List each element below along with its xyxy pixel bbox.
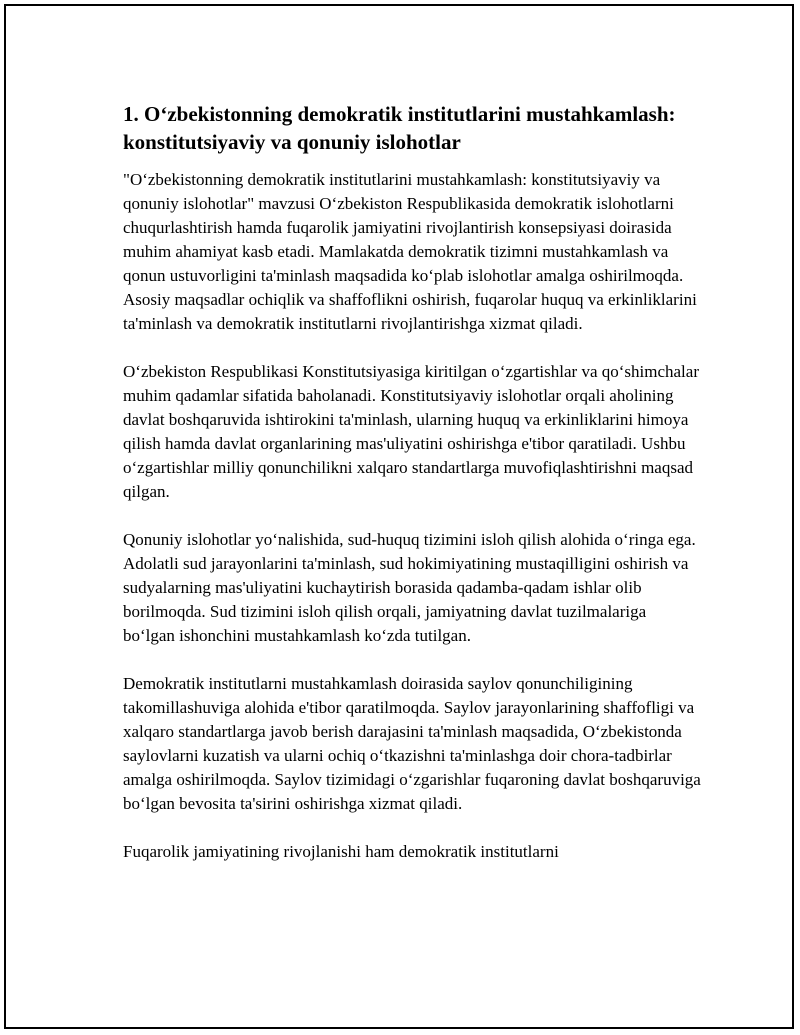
paragraph-5: Fuqarolik jamiyatining rivojlanishi ham demokratik institutlarni	[123, 842, 559, 861]
document-body	[123, 100, 701, 888]
paragraph-4: Demokratik institutlarni mustahkamlash doirasida saylov qonunchiligining takomillashuviga alohida e'tibor qaratilmoqda. Saylov jarayonlarining shaffofligi va xalqaro standartlarga javob berish darajasini ta'minlash maqsadida, O‘zbekistonda saylovlarni kuzatish va ularni ochiq o‘tkazishni ta'minlashga doir chora-tadbirlar amalga oshirilmoqda. Saylov tizimidagi o‘zgarishlar fuqaroning davlat boshqaruviga bo‘lgan bevosita ta'sirini oshirishga xizmat qiladi.	[123, 674, 701, 813]
paragraph-1: "O‘zbekistonning demokratik institutlarini mustahkamlash: konstitutsiyaviy va qonuniy islohotlar" mavzusi O‘zbekiston Respublikasida demokratik islohotlarni chuqurlashtirish hamda fuqarolik jamiyatini rivojlantirish konsepsiyasi doirasida muhim ahamiyat kasb etadi. Mamlakatda demokratik tizimni mustahkamlash va qonun ustuvorligini ta'minlash maqsadida ko‘plab islohotlar amalga oshirilmoqda. Asosiy maqsadlar ochiqlik va shaffoflikni oshirish, fuqarolar huquq va erkinliklarini ta'minlash va demokratik institutlarni rivojlantirishga xizmat qiladi.	[123, 170, 697, 333]
paragraph-2: O‘zbekiston Respublikasi Konstitutsiyasiga kiritilgan o‘zgartishlar va qo‘shimchalar muhim qadamlar sifatida baholanadi. Konstitutsiyaviy islohotlar orqali aholining davlat boshqaruvida ishtirokini ta'minlash, ularning huquq va erkinliklarini himoya qilish hamda davlat organlarining mas'uliyatini oshirishga e'tibor qaratiladi. Ushbu o‘zgartishlar milliy qonunchilikni xalqaro standartlarga muvofiqlashtirishni maqsad qilgan.	[123, 362, 699, 501]
paragraph-3: Qonuniy islohotlar yo‘nalishida, sud-huquq tizimini isloh qilish alohida o‘ringa ega. Adolatli sud jarayonlarini ta'minlash, sud hokimiyatining mustaqilligini oshirish va sudyalarning mas'uliyatini kuchaytirish borasida qadamba-qadam ishlar olib borilmoqda. Sud tizimini isloh qilish orqali, jamiyatning davlat tuzilmalariga bo‘lgan ishonchini mustahkamlash ko‘zda tutilgan.	[123, 530, 696, 645]
page-title: 1. O‘zbekistonning demokratik institutlarini mustahkamlash: konstitutsiyaviy va qonuniy islohotlar	[123, 102, 676, 154]
page-frame	[4, 4, 794, 1029]
